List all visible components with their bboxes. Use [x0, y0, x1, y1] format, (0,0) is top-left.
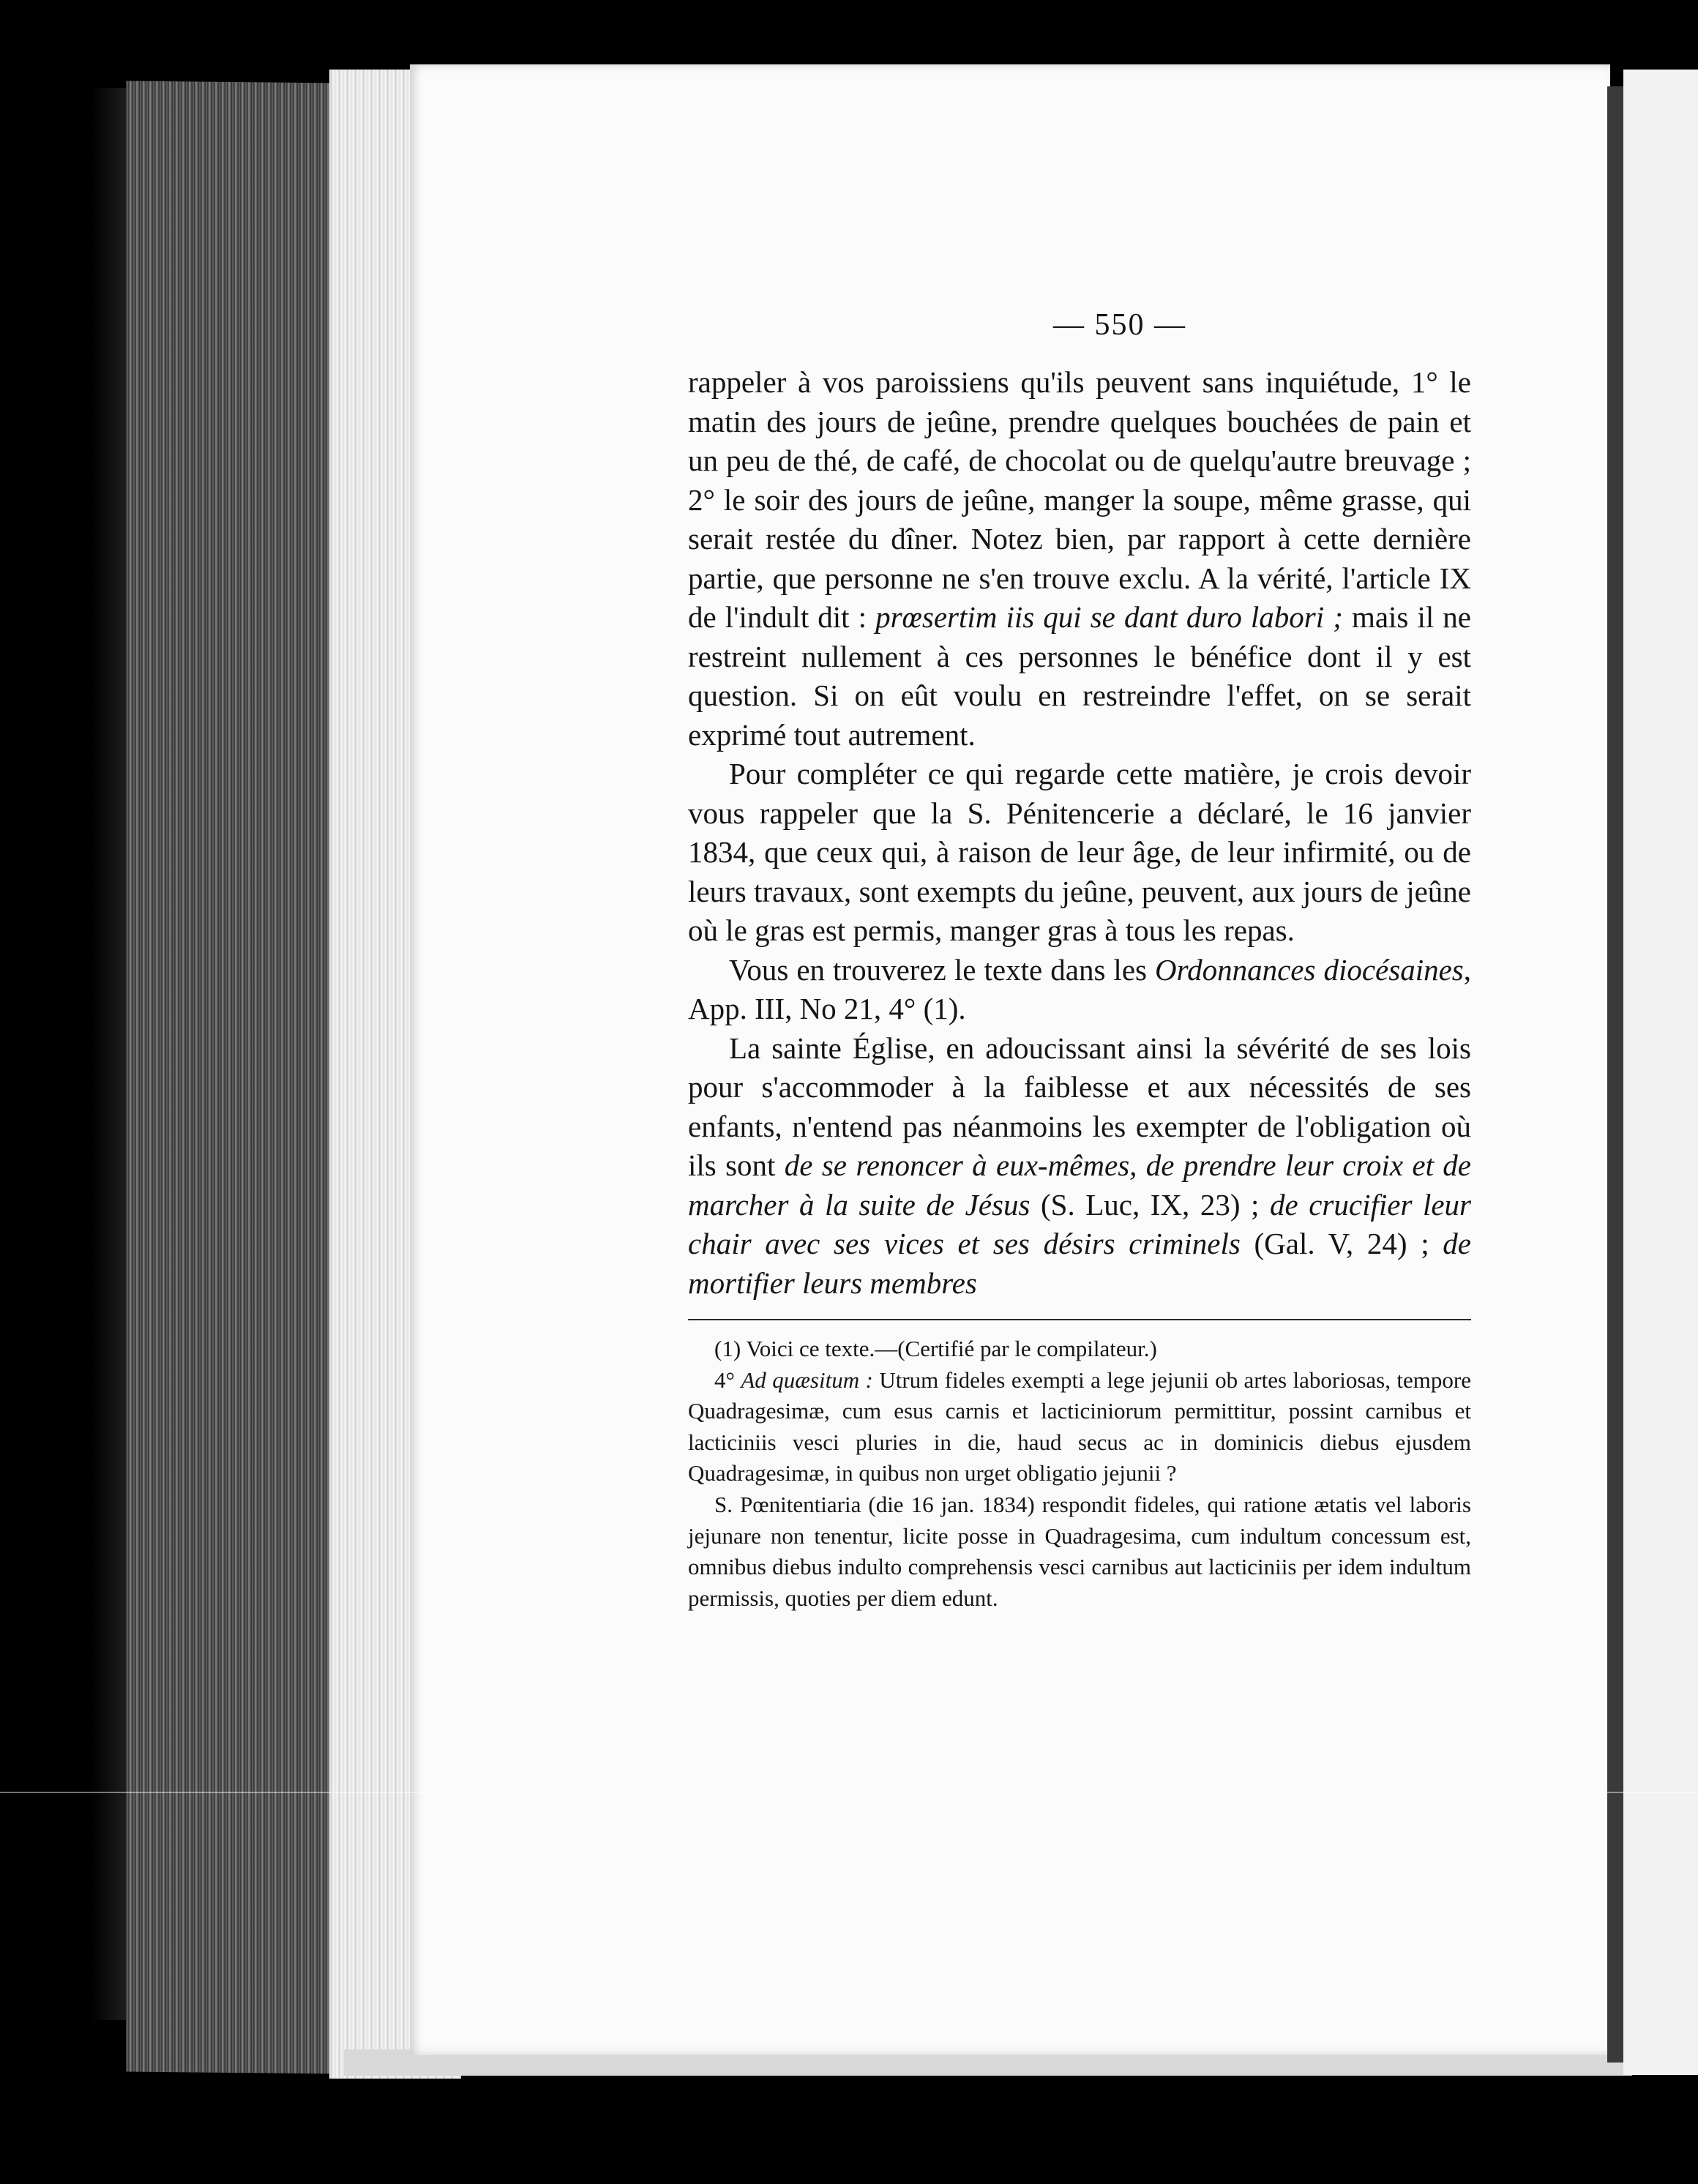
latin-heading: Ad quæsitum : [741, 1366, 873, 1393]
footnote-responsum: S. Pœnitentiaria (die 16 jan. 1834) respondit fideles, qui ratione ætatis vel laboris jejunare non tenentur, licite posse in Quadragesima, cum indultum concessum est, omnibus diebus indulto comprehensis vesci carnibus aut lacticiniis per idem indultum permissis, quoties per diem edunt. [688, 1491, 1471, 1611]
text-run: (Gal. V, 24) ; [1240, 1227, 1443, 1260]
text-run: (S. Luc, IX, 23) ; [1030, 1187, 1270, 1222]
footnote-quaesitum [688, 1365, 1471, 1489]
scripture-quote: de mortifier leurs membres [688, 1227, 1471, 1300]
paragraph-eglise [688, 1029, 1471, 1304]
facing-page-strip [1623, 70, 1698, 2075]
text-run: Vous en trouverez le texte dans les [729, 952, 1156, 987]
main-text [688, 363, 1471, 1303]
scripture-quote: de se renoncer à eux-mêmes, de prendre leur croix et de marcher à la suite de Jésus [688, 1148, 1472, 1222]
latin-quote: prœsertim iis qui se dant duro labori ; [875, 600, 1343, 634]
footnote-1: (1) Voici ce texte.—(Certifié par le compilateur.) [714, 1336, 1157, 1361]
text-run: Utrum fideles exempti a lege jejunii ob artes laboriosas, tempore Quadragesimæ, cum esus carnis et lacticiniorum permittitur, possint carnibus et lacticiniis vesci pluries in die, haud secus ac in dominicis diebus ejusdem Quadragesimæ, in quibus non urget obligatio jejunii ? [688, 1366, 1471, 1486]
scripture-quote: de crucifier leur chair avec ses vices et ses désirs criminels [688, 1187, 1471, 1260]
text-run: rappeler à vos paroissiens qu'ils peuvent sans inquiétude, 1° le matin des jours de jeûne, prendre quelques bouchées de pain et un peu de thé, de café, de chocolat ou de quelqu'autre breuvage ; 2° le soir des jours de jeûne, manger la soupe, même grasse, qui serait restée du dîner. Notez bien, par rapport à cette dernière partie, que personne ne s'en trouve exclu. A la vérité, l'article IX de l'indult dit : [688, 365, 1471, 634]
book-title: Ordonnances diocésaines [1155, 952, 1464, 987]
paragraph-reference [688, 951, 1471, 1029]
page-text-block [688, 307, 1471, 1614]
text-run: , App. III, No 21, 4° (1). [688, 952, 1472, 1025]
page-number: — 550 — [1053, 308, 1186, 342]
right-binding [1607, 86, 1623, 2063]
paragraph-penitencerie: Pour compléter ce qui regarde cette matière, je crois devoir vous rappeler que la S. Pénitencerie a déclaré, le 16 janvier 1834, que ceux qui, à raison de leur âge, de leur infirmité, ou de leurs travaux, sont exempts du jeûne, peuvent, aux jours de jeûne où le gras est permis, manger gras à tous les repas. [688, 757, 1471, 947]
footnote-rule [688, 1319, 1471, 1320]
footnotes [688, 1334, 1471, 1614]
text-run: 4° [714, 1366, 741, 1393]
text-run: La sainte Église, en adoucissant ainsi la sévérité de ses lois pour s'accommoder à la faiblesse et aux nécessités de ses enfants, n'entend pas néanmoins les exempter de l'obligation où ils sont [688, 1031, 1471, 1182]
scan-artifact-line [0, 1792, 1698, 1793]
paragraph-continuation [688, 363, 1471, 755]
text-run: mais il ne restreint nullement à ces personnes le bénéfice dont il y est question. Si on eût voulu en restreindre l'effet, on se serait exprimé tout autrement. [688, 600, 1471, 752]
left-page-stack-edge [126, 81, 338, 2073]
